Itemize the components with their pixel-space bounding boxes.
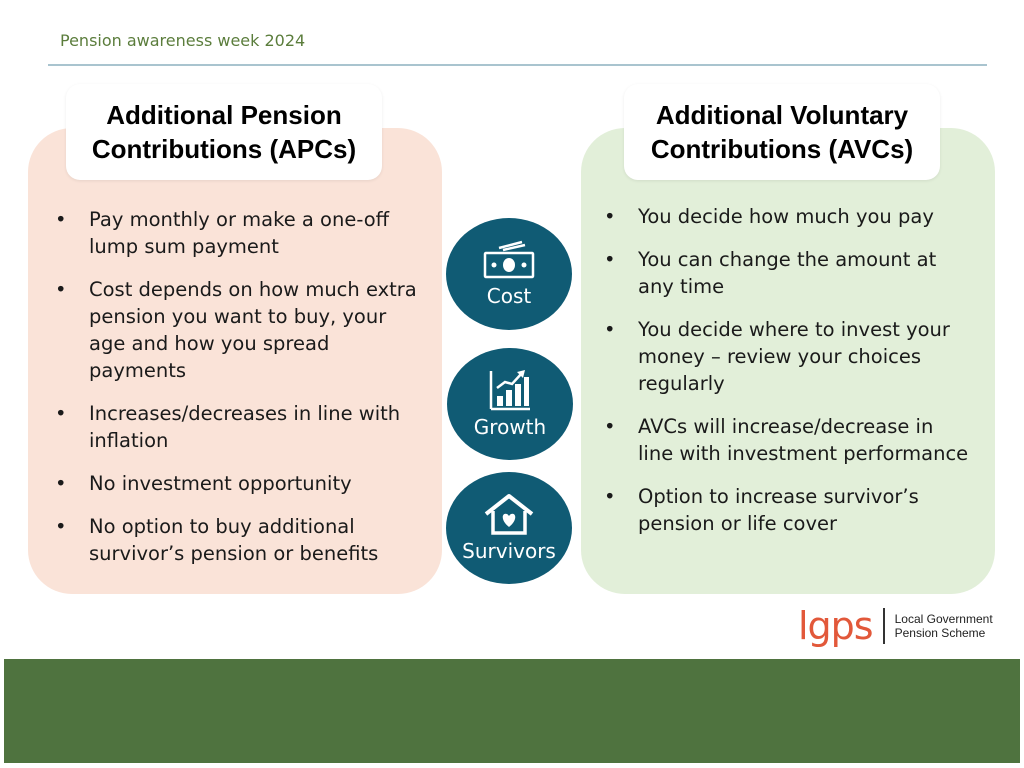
apcs-title-line1: Additional Pension <box>106 100 342 130</box>
bullet-dot: • <box>604 485 616 508</box>
bullet-dot: • <box>604 318 616 341</box>
apcs-bullet-text: Increases/decreases in line with inflation <box>89 402 401 452</box>
apcs-bullet-text: Cost depends on how much extra pension you want to buy, your age and how you spread payments <box>89 278 417 382</box>
avcs-title <box>624 84 940 180</box>
apcs-title-line2: Contributions (APCs) <box>91 134 357 164</box>
growth-label: Growth <box>473 415 547 439</box>
bullet-dot: • <box>604 205 616 228</box>
house-heart-icon <box>483 493 535 535</box>
apcs-bullet-text: Pay monthly or make a one-off lump sum payment <box>89 208 390 258</box>
avcs-title-line1: Additional Voluntary <box>655 100 909 130</box>
bullet-dot: • <box>55 278 67 301</box>
page-header-title: Pension awareness week 2024 <box>60 31 306 50</box>
apcs-bullet-text: No investment opportunity <box>89 472 352 495</box>
apcs-bullet-item <box>55 206 425 260</box>
avcs-bullet-item <box>604 413 974 467</box>
cost-label: Cost <box>486 284 532 308</box>
avcs-bullet-text: AVCs will increase/decrease in line with investment performance <box>638 415 969 465</box>
avcs-bullet-item <box>604 246 974 300</box>
avcs-bullet-text: You decide where to invest your money – review your choices regularly <box>638 318 950 395</box>
avcs-title-line2: Contributions (AVCs) <box>650 134 914 164</box>
bullet-dot: • <box>55 208 67 231</box>
survivors-label: Survivors <box>462 539 556 563</box>
growth-badge <box>447 348 573 460</box>
bullet-dot: • <box>55 515 67 538</box>
apcs-bullet-text: No option to buy additional survivor’s pension or benefits <box>89 515 379 565</box>
lgps-logo <box>798 605 1008 647</box>
bullet-dot: • <box>55 402 67 425</box>
survivors-badge <box>446 472 572 584</box>
cost-badge <box>446 218 572 330</box>
header-divider <box>48 64 987 66</box>
apcs-bullet-list <box>55 206 425 583</box>
bullet-dot: • <box>604 415 616 438</box>
apcs-bullet-item <box>55 400 425 454</box>
apcs-title <box>66 84 382 180</box>
avcs-bullet-item <box>604 483 974 537</box>
logo-line2: Pension Scheme <box>894 626 986 640</box>
bullet-dot: • <box>55 472 67 495</box>
apcs-bullet-item <box>55 276 425 384</box>
growth-chart-icon <box>488 369 532 411</box>
apcs-bullet-item <box>55 470 425 497</box>
avcs-bullet-text: You decide how much you pay <box>638 205 934 228</box>
avcs-bullet-item <box>604 203 974 230</box>
logo-divider <box>883 608 885 644</box>
lgps-logo-text <box>895 612 993 640</box>
avcs-bullet-text: Option to increase survivor’s pension or life cover <box>638 485 919 535</box>
avcs-bullet-list <box>604 203 974 553</box>
money-icon <box>482 240 536 280</box>
bullet-dot: • <box>604 248 616 271</box>
avcs-bullet-item <box>604 316 974 397</box>
logo-line1: Local Government <box>894 612 993 626</box>
apcs-bullet-item <box>55 513 425 567</box>
footer-band <box>4 659 1020 763</box>
lgps-logo-mark: lgps <box>798 604 873 648</box>
avcs-bullet-text: You can change the amount at any time <box>638 248 937 298</box>
